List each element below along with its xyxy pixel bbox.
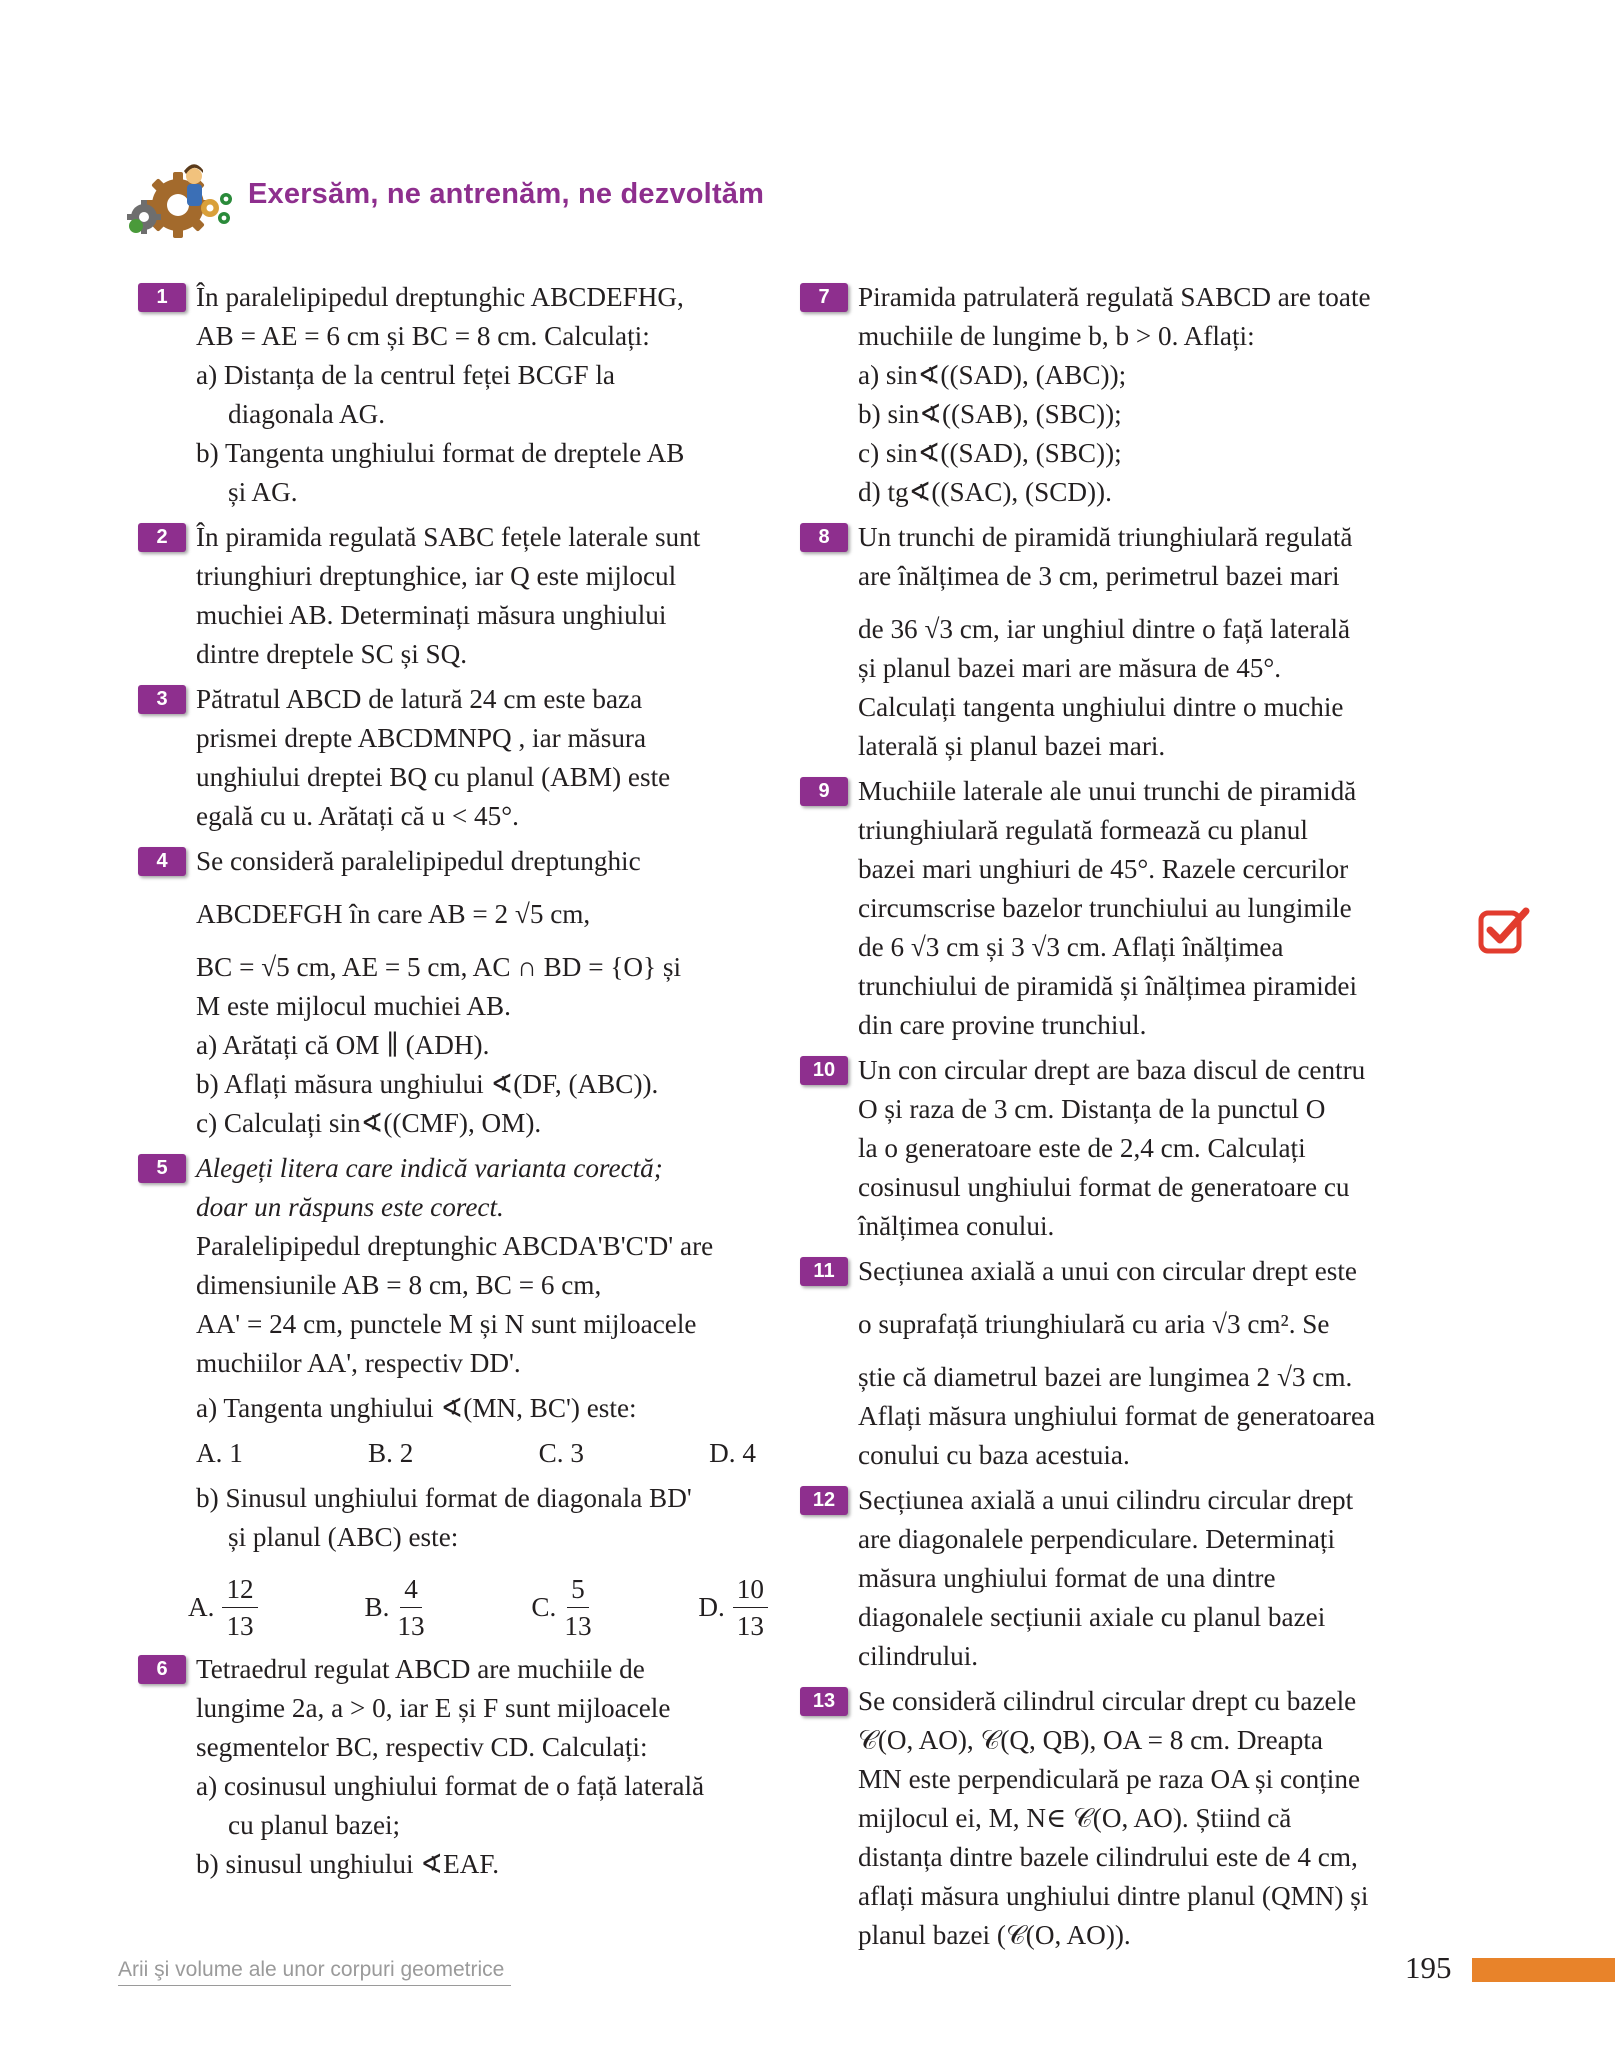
- exercise-text-line: Se consideră cilindrul circular drept cu bazele: [858, 1686, 1357, 1716]
- exercise-3: [138, 680, 778, 836]
- exercise-2: [138, 518, 778, 674]
- exercise-text-line: c) sin∢((SAD), (SBC));: [858, 438, 1122, 468]
- checkmark-icon: [1478, 905, 1532, 955]
- exercise-text-line: AB = AE = 6 cm și BC = 8 cm. Calculați:: [196, 321, 650, 351]
- exercise-number-badge: 8: [800, 523, 848, 552]
- exercise-6: [138, 1650, 778, 1884]
- fraction-option-a: A. $\frac{12}{13}$: [188, 1571, 258, 1644]
- exercise-text-line: cu planul bazei;: [228, 1810, 401, 1840]
- exercise-4: [138, 842, 778, 1143]
- exercise-number-badge: 9: [800, 777, 848, 806]
- exercise-text-line: muchiilor AA', respectiv DD'.: [196, 1348, 521, 1378]
- fraction-option-b: B. $\frac{4}{13}$: [364, 1571, 424, 1644]
- exercise-text-line: laterală și planul bazei mari.: [858, 731, 1166, 761]
- exercise-text-line: o suprafață triunghiulară cu aria √3 cm². Se: [858, 1309, 1330, 1339]
- exercise-number-badge: 2: [138, 523, 186, 552]
- page-number: 195: [1405, 1950, 1452, 1985]
- exercise-text-line: planul bazei (𝒞(O, AO)).: [858, 1920, 1131, 1950]
- exercise-number-badge: 6: [138, 1655, 186, 1684]
- exercise-text-line: aflați măsura unghiului dintre planul (QMN) și: [858, 1881, 1369, 1911]
- exercise-text-line: b) Aflați măsura unghiului ∢(DF, (ABC)).: [196, 1069, 659, 1099]
- exercise-text-line: d) tg∢((SAC), (SCD)).: [858, 477, 1112, 507]
- exercise-5: [138, 1149, 778, 1644]
- exercise-12: [800, 1481, 1470, 1676]
- option-a: A. 1: [196, 1438, 243, 1468]
- exercise-text-line: Un trunchi de piramidă triunghiulară regulată: [858, 522, 1353, 552]
- exercise-text-line: înălțimea conului.: [858, 1211, 1055, 1241]
- exercise-text-line: triunghiuri dreptunghice, iar Q este mijlocul: [196, 561, 677, 591]
- exercise-text-line: la o generatoare este de 2,4 cm. Calculați: [858, 1133, 1306, 1163]
- chapter-footer: Arii şi volume ale unor corpuri geometrice: [118, 1958, 511, 1986]
- exercise-text-line: a) Arătați că OM ∥ (ADH).: [196, 1030, 490, 1060]
- exercise-number-badge: 3: [138, 685, 186, 714]
- exercise-text-line: cosinusul unghiului format de generatoare cu: [858, 1172, 1350, 1202]
- exercise-text-line: și planul bazei mari are măsura de 45°.: [858, 653, 1282, 683]
- exercise-text-line: ABCDEFGH în care AB = 2 √5 cm,: [196, 899, 591, 929]
- exercise-text-line: În piramida regulată SABC fețele laterale sunt: [196, 522, 701, 552]
- exercise-text-line: c) Calculați sin∢((CMF), OM).: [196, 1108, 542, 1138]
- exercise-text-line: Calculați tangenta unghiului dintre o muchie: [858, 692, 1344, 722]
- section-header: [118, 160, 1018, 250]
- exercise-number-badge: 4: [138, 847, 186, 876]
- left-column: [138, 278, 778, 1890]
- option-d: D. 4: [709, 1438, 756, 1468]
- exercise-text-line: AA' = 24 cm, punctele M și N sunt mijloacele: [196, 1309, 697, 1339]
- exercise-text-line: b) Tangenta unghiului format de dreptele AB: [196, 438, 685, 468]
- answer-options-a: [196, 1428, 756, 1473]
- fraction-option-c: C. $\frac{5}{13}$: [531, 1571, 591, 1644]
- exercise-text-line: Piramida patrulateră regulată SABCD are toate: [858, 282, 1371, 312]
- exercise-text-line: din care provine trunchiul.: [858, 1010, 1147, 1040]
- option-c: C. 3: [538, 1438, 584, 1468]
- exercise-text-line: are diagonalele perpendiculare. Determinați: [858, 1524, 1336, 1554]
- exercise-number-badge: 10: [800, 1056, 848, 1085]
- gears-and-figure-icon: [118, 160, 243, 250]
- exercise-text-line: segmentelor BC, respectiv CD. Calculați:: [196, 1732, 648, 1762]
- exercise-text-line: mijlocul ei, M, N∈ 𝒞(O, AO). Știind că: [858, 1803, 1292, 1833]
- exercise-13: [800, 1682, 1470, 1955]
- exercise-number-badge: 13: [800, 1687, 848, 1716]
- section-title: Exersăm, ne antrenăm, ne dezvoltăm: [248, 178, 765, 210]
- exercise-text-line: și AG.: [228, 477, 298, 507]
- fraction-option-d: D. $\frac{10}{13}$: [698, 1571, 768, 1644]
- exercise-text-line: măsura unghiului format de una dintre: [858, 1563, 1276, 1593]
- exercise-text-line: Paralelipipedul dreptunghic ABCDA'B'C'D' are: [196, 1231, 714, 1261]
- exercise-text-line: muchiei AB. Determinați măsura unghiului: [196, 600, 667, 630]
- exercise-text-line: În paralelipipedul dreptunghic ABCDEFHG,: [196, 282, 684, 312]
- exercise-text-line: dintre dreptele SC și SQ.: [196, 639, 468, 669]
- exercise-text-line: muchiile de lungime b, b > 0. Aflați:: [858, 321, 1255, 351]
- exercise-text-line: Secțiunea axială a unui cilindru circular drept: [858, 1485, 1354, 1515]
- exercise-text-line: M este mijlocul muchiei AB.: [196, 991, 511, 1021]
- exercise-text-line: știe că diametrul bazei are lungimea 2 √3 cm.: [858, 1362, 1353, 1392]
- exercise-8: [800, 518, 1470, 766]
- exercise-text-line: MN este perpendiculară pe raza OA și conține: [858, 1764, 1361, 1794]
- exercise-number-badge: 7: [800, 283, 848, 312]
- exercise-text-line: cilindrului.: [858, 1641, 979, 1671]
- exercise-text-line: egală cu u. Arătați că u < 45°.: [196, 801, 519, 831]
- exercise-text-line: Tetraedrul regulat ABCD are muchiile de: [196, 1654, 645, 1684]
- exercise-text-line: conului cu baza acestuia.: [858, 1440, 1130, 1470]
- exercise-text-line: Muchiile laterale ale unui trunchi de piramidă: [858, 776, 1357, 806]
- exercise-text-line: Se consideră paralelipipedul dreptunghic: [196, 846, 641, 876]
- exercise-text-line: b) sin∢((SAB), (SBC));: [858, 399, 1122, 429]
- exercise-text-line: Pătratul ABCD de latură 24 cm este baza: [196, 684, 643, 714]
- exercise-text-line: bazei mari unghiuri de 45°. Razele cercurilor: [858, 854, 1349, 884]
- exercise-text-line: a) cosinusul unghiului format de o față laterală: [196, 1771, 705, 1801]
- exercise-text-line: diagonala AG.: [228, 399, 386, 429]
- exercise-10: [800, 1051, 1470, 1246]
- exercise-text-line: unghiului dreptei BQ cu planul (ABM) este: [196, 762, 671, 792]
- exercise-text-line: BC = √5 cm, AE = 5 cm, AC ∩ BD = {O} și: [196, 952, 682, 982]
- exercise-number-badge: 12: [800, 1486, 848, 1515]
- question-a: a) Tangenta unghiului ∢(MN, BC') este:: [196, 1393, 637, 1423]
- option-b: B. 2: [368, 1438, 414, 1468]
- exercise-number-badge: 11: [800, 1257, 848, 1286]
- exercise-text-line: 𝒞(O, AO), 𝒞(Q, QB), OA = 8 cm. Dreapta: [858, 1725, 1323, 1755]
- exercise-1: [138, 278, 778, 512]
- exercise-text-line: a) Distanța de la centrul feței BCGF la: [196, 360, 616, 390]
- exercise-7: [800, 278, 1470, 512]
- exercise-text-line: Un con circular drept are baza discul de centru: [858, 1055, 1366, 1085]
- exercise-text-line: circumscrise bazelor trunchiului au lungimile: [858, 893, 1352, 923]
- exercise-text-line: Aflați măsura unghiului format de generatoarea: [858, 1401, 1376, 1431]
- exercise-text-line: O și raza de 3 cm. Distanța de la punctul O: [858, 1094, 1326, 1124]
- exercise-number-badge: 1: [138, 283, 186, 312]
- question-b: b) Sinusul unghiului format de diagonala BD': [196, 1483, 692, 1513]
- exercise-9: [800, 772, 1470, 1045]
- exercise-number-badge: 5: [138, 1154, 186, 1183]
- page-accent-bar: [1472, 1958, 1615, 1982]
- exercise-text-line: doar un răspuns este corect.: [196, 1192, 504, 1222]
- exercise-text-line: de 6 √3 cm și 3 √3 cm. Aflați înălțimea: [858, 932, 1284, 962]
- exercise-text-line: dimensiunile AB = 8 cm, BC = 6 cm,: [196, 1270, 602, 1300]
- exercise-text-line: are înălțimea de 3 cm, perimetrul bazei mari: [858, 561, 1340, 591]
- exercise-text-line: trunchiului de piramidă și înălțimea piramidei: [858, 971, 1358, 1001]
- exercise-text-line: de 36 √3 cm, iar unghiul dintre o față laterală: [858, 614, 1351, 644]
- answer-options-b: [188, 1571, 768, 1644]
- exercise-text-line: triunghiulară regulată formează cu planul: [858, 815, 1308, 845]
- exercise-text-line: a) sin∢((SAD), (ABC));: [858, 360, 1127, 390]
- exercise-11: [800, 1252, 1470, 1475]
- right-column: [800, 278, 1470, 1961]
- exercise-text-line: prismei drepte ABCDMNPQ , iar măsura: [196, 723, 647, 753]
- exercise-text-line: b) sinusul unghiului ∢EAF.: [196, 1849, 500, 1879]
- exercise-text-line: Alegeți litera care indică varianta corectă;: [196, 1153, 663, 1183]
- question-b-cont: și planul (ABC) este:: [228, 1522, 459, 1552]
- exercise-text-line: Secțiunea axială a unui con circular drept este: [858, 1256, 1357, 1286]
- exercise-text-line: distanța dintre bazele cilindrului este de 4 cm,: [858, 1842, 1358, 1872]
- exercise-text-line: lungime 2a, a > 0, iar E și F sunt mijloacele: [196, 1693, 671, 1723]
- exercise-text-line: diagonalele secțiunii axiale cu planul bazei: [858, 1602, 1326, 1632]
